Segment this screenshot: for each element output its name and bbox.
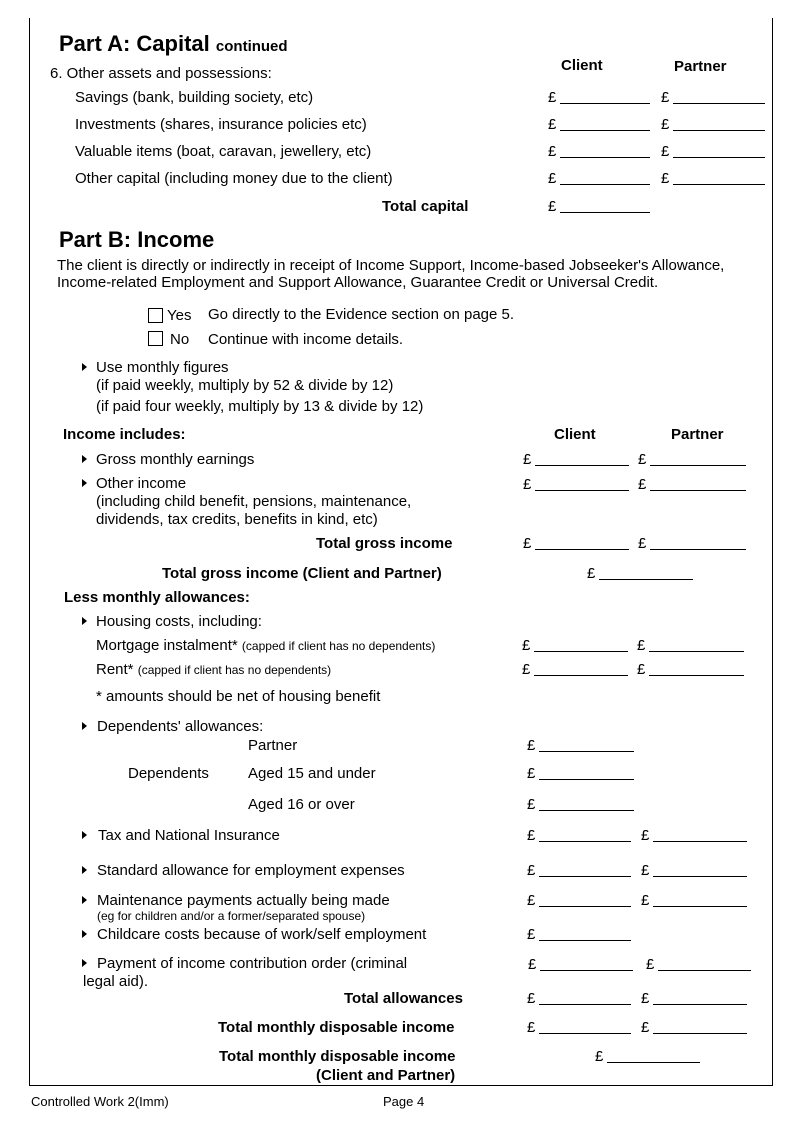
tax-ni-partner-field[interactable]: £ <box>641 828 649 843</box>
footer-page-number: Page 4 <box>383 1094 425 1109</box>
total-gross-both-label: Total gross income (Client and Partner) <box>162 565 442 582</box>
total-capital-label: Total capital <box>382 198 469 215</box>
total-disposable-both-label-1: Total monthly disposable income <box>219 1048 456 1065</box>
total-allowances-partner-field[interactable]: £ <box>641 991 649 1006</box>
mortgage-client-field[interactable]: £ <box>522 638 530 653</box>
no-label: No <box>170 331 190 348</box>
investments-client-field[interactable]: £ <box>548 117 556 132</box>
standard-allowance-partner-field[interactable]: £ <box>641 863 649 878</box>
investments-partner-field[interactable]: £ <box>661 117 669 132</box>
aged-16-label: Aged 16 or over <box>248 796 355 813</box>
standard-allowance-label: Standard allowance for employment expenses <box>97 862 405 879</box>
other-income-note-1: (including child benefit, pensions, maintenance, <box>96 493 412 510</box>
other-income-client-field[interactable]: £ <box>523 477 531 492</box>
maintenance-client-field[interactable]: £ <box>527 893 535 908</box>
bullet-arrow-icon <box>82 959 87 967</box>
contribution-order-partner-field[interactable]: £ <box>646 957 654 972</box>
aged-16-field[interactable]: £ <box>527 797 535 812</box>
other-income-partner-field[interactable]: £ <box>638 477 646 492</box>
footer-form-id: Controlled Work 2(Imm) <box>31 1094 169 1109</box>
valuables-label: Valuable items (boat, caravan, jewellery, etc) <box>75 143 372 160</box>
less-allowances-heading: Less monthly allowances: <box>64 589 250 606</box>
aged-15-field[interactable]: £ <box>527 766 535 781</box>
childcare-client-field[interactable]: £ <box>527 927 535 942</box>
total-capital-field[interactable]: £ <box>548 199 556 214</box>
standard-allowance-client-field[interactable]: £ <box>527 863 535 878</box>
aged-15-label: Aged 15 and under <box>248 765 376 782</box>
yes-label: Yes <box>167 307 192 324</box>
other-income-label: Other income <box>96 475 187 492</box>
monthly-four-weekly-note: (if paid four weekly, multiply by 13 & divide by 12) <box>96 398 424 415</box>
mortgage-note: (capped if client has no dependents) <box>241 639 436 653</box>
total-disposable-both-label-2: (Client and Partner) <box>316 1067 456 1084</box>
total-disposable-both-field[interactable]: £ <box>595 1049 603 1064</box>
bullet-arrow-icon <box>82 479 87 487</box>
contribution-order-client-field[interactable]: £ <box>528 957 536 972</box>
gross-earnings-label: Gross monthly earnings <box>96 451 255 468</box>
childcare-label: Childcare costs because of work/self employment <box>97 926 427 943</box>
rent-note: (capped if client has no dependents) <box>137 663 332 677</box>
investments-label: Investments (shares, insurance policies etc) <box>75 116 367 133</box>
maintenance-note: (eg for children and/or a former/separated spouse) <box>97 909 366 923</box>
part-b-title: Part B: Income <box>59 227 215 252</box>
bullet-arrow-icon <box>82 363 87 371</box>
total-allowances-client-field[interactable]: £ <box>527 991 535 1006</box>
yes-instruction: Go directly to the Evidence section on page 5. <box>208 306 515 323</box>
part-a-continued: continued <box>215 38 288 55</box>
housing-benefit-note: * amounts should be net of housing benefit <box>96 688 381 705</box>
maintenance-label: Maintenance payments actually being made <box>97 892 390 909</box>
question-6-label: 6. Other assets and possessions: <box>50 65 272 82</box>
bullet-arrow-icon <box>82 617 87 625</box>
total-disposable-client-field[interactable]: £ <box>527 1020 535 1035</box>
dep-partner-field[interactable]: £ <box>527 738 535 753</box>
gross-earnings-client-field[interactable]: £ <box>523 452 531 467</box>
no-checkbox[interactable] <box>148 331 163 346</box>
total-gross-partner-field[interactable]: £ <box>638 536 646 551</box>
savings-label: Savings (bank, building society, etc) <box>75 89 314 106</box>
bullet-arrow-icon <box>82 831 87 839</box>
tax-ni-client-field[interactable]: £ <box>527 828 535 843</box>
dependents-allowances-label: Dependents' allowances: <box>97 718 264 735</box>
housing-costs-label: Housing costs, including: <box>96 613 262 630</box>
bullet-arrow-icon <box>82 722 87 730</box>
part-b-intro: The client is directly or indirectly in receipt of Income Support, Income-based Jobseeker's Allowance, Income-related Employment and Support Allowance, Guarantee Credit or Universal Credit. <box>57 257 725 291</box>
mortgage-partner-field[interactable]: £ <box>637 638 645 653</box>
gross-earnings-partner-field[interactable]: £ <box>638 452 646 467</box>
total-allowances-label: Total allowances <box>344 990 463 1007</box>
total-disposable-label: Total monthly disposable income <box>218 1019 455 1036</box>
tax-ni-label: Tax and National Insurance <box>98 827 280 844</box>
contribution-order-label-1: Payment of income contribution order (criminal <box>97 955 408 972</box>
total-gross-income-label: Total gross income <box>316 535 453 552</box>
rent-label: Rent* (capped if client has no dependents) <box>96 661 332 678</box>
total-gross-both-field[interactable]: £ <box>587 566 595 581</box>
dependents-label: Dependents <box>128 765 209 782</box>
contribution-order-label-2: legal aid). <box>83 973 149 990</box>
rent-partner-field[interactable]: £ <box>637 662 645 677</box>
monthly-figures-title: Use monthly figures <box>96 359 229 376</box>
mortgage-label: Mortgage instalment* (capped if client has no dependents) <box>96 637 436 654</box>
part-a-title: Part A: Capital continued <box>59 31 288 56</box>
yes-checkbox[interactable] <box>148 308 163 323</box>
valuables-client-field[interactable]: £ <box>548 144 556 159</box>
no-instruction: Continue with income details. <box>208 331 404 348</box>
part-b-client-header: Client <box>554 426 596 443</box>
other-income-note-2: dividends, tax credits, benefits in kind, etc) <box>96 511 378 528</box>
part-a-partner-header: Partner <box>674 58 727 75</box>
part-b-partner-header: Partner <box>671 426 724 443</box>
savings-client-field[interactable]: £ <box>548 90 556 105</box>
savings-partner-field[interactable]: £ <box>661 90 669 105</box>
total-gross-client-field[interactable]: £ <box>523 536 531 551</box>
bullet-arrow-icon <box>82 930 87 938</box>
other-capital-partner-field[interactable]: £ <box>661 171 669 186</box>
total-disposable-partner-field[interactable]: £ <box>641 1020 649 1035</box>
rent-client-field[interactable]: £ <box>522 662 530 677</box>
maintenance-partner-field[interactable]: £ <box>641 893 649 908</box>
bullet-arrow-icon <box>82 455 87 463</box>
part-a-client-header: Client <box>561 57 603 74</box>
valuables-partner-field[interactable]: £ <box>661 144 669 159</box>
other-capital-client-field[interactable]: £ <box>548 171 556 186</box>
bullet-arrow-icon <box>82 866 87 874</box>
other-capital-label: Other capital (including money due to the client) <box>75 170 393 187</box>
income-includes-heading: Income includes: <box>63 426 186 443</box>
monthly-weekly-note: (if paid weekly, multiply by 52 & divide by 12) <box>96 377 394 394</box>
bullet-arrow-icon <box>82 896 87 904</box>
dep-partner-label: Partner <box>248 737 298 754</box>
